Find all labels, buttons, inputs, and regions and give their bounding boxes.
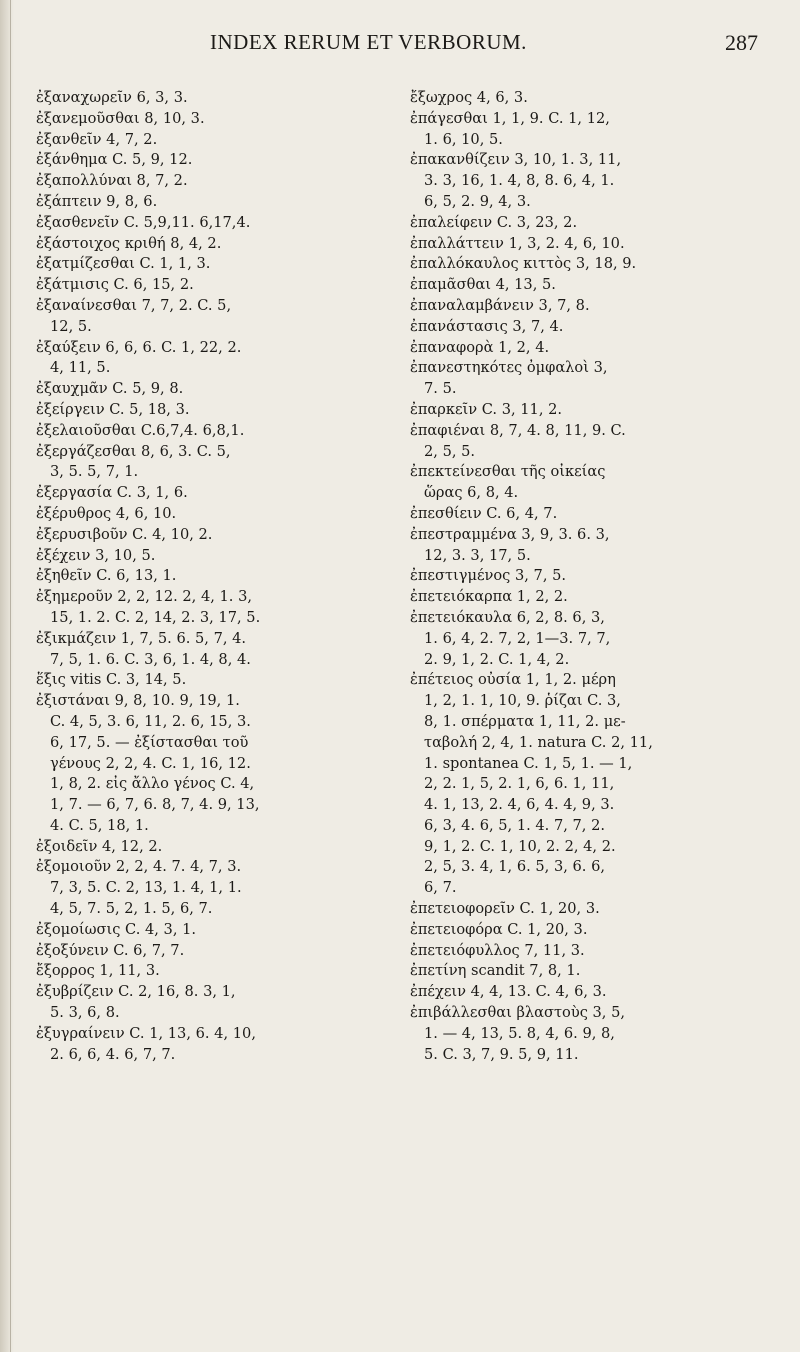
index-continuation-line: 15, 1. 2. C. 2, 14, 2. 3, 17, 5. [50,608,261,626]
index-entry-line: ἐξελαιοῦσθαι C.6,7,4. 6,8,1. [36,421,245,439]
index-entry-line: ἐξηθεῖν C. 6, 13, 1. [36,567,177,585]
index-entry-line: ἐξαυχμᾶν C. 5, 9, 8. [36,380,184,398]
index-entry-line: ἐξαύξειν 6, 6, 6. C. 1, 22, 2. [36,338,242,356]
index-entry-line: ἐπετειοφορεῖν C. 1, 20, 3. [410,900,600,918]
right-index-column [410,88,782,1065]
index-entry-line: ἐξημεροῦν 2, 2, 12. 2, 4, 1. 3, [36,588,252,606]
index-entry-line: ἐξάνθημα C. 5, 9, 12. [36,151,193,169]
index-entry-line: ἐπεστραμμένα 3, 9, 3. 6. 3, [410,525,610,543]
index-continuation-line: 2. 9, 1, 2. C. 1, 4, 2. [424,650,570,668]
index-continuation-line: 12, 5. [50,317,92,335]
index-entry-line: ἐξερυσιβοῦν C. 4, 10, 2. [36,525,213,543]
index-entry-line: ἐξανθεῖν 4, 7, 2. [36,130,158,148]
index-continuation-line: 6, 3, 4. 6, 5, 1. 4. 7, 7, 2. [424,816,605,834]
index-continuation-line: γένους 2, 2, 4. C. 1, 16, 12. [50,754,251,772]
page-header [210,30,770,64]
index-entry-line: ἐπανεστηκότες ὀμφαλοὶ 3, [410,359,608,377]
index-continuation-line: 2. 6, 6, 4. 6, 7, 7. [50,1045,176,1063]
index-continuation-line: 7, 3, 5. C. 2, 13, 1. 4, 1, 1. [50,879,242,897]
index-entry-line: ἐπακανθίζειν 3, 10, 1. 3, 11, [410,151,622,169]
index-continuation-line: 1, 8, 2. εἰς ἄλλο γένος C. 4, [50,775,255,793]
index-entry-line: ἐξαναίνεσθαι 7, 7, 2. C. 5, [36,296,232,314]
index-continuation-line: 2, 5, 3. 4, 1, 6. 5, 3, 6. 6, [424,858,605,876]
index-entry-line: ἐξομοιοῦν 2, 2, 4. 7. 4, 7, 3. [36,858,242,876]
index-entry-line: ἐξεργασία C. 3, 1, 6. [36,484,188,502]
index-continuation-line: ταβολή 2, 4, 1. natura C. 2, 11, [424,733,653,751]
index-entry-line: ἐπεστιγμένος 3, 7, 5. [410,567,567,585]
index-continuation-line: 1, 2, 1. 1, 10, 9. ῥίζαι C. 3, [424,692,621,710]
index-continuation-line: 7. 5. [424,380,457,398]
index-entry-line: ἐξαναχωρεῖν 6, 3, 3. [36,89,188,106]
running-head: INDEX RERUM ET VERBORUM. [210,30,527,54]
index-entry-line: ἐξυγραίνειν C. 1, 13, 6. 4, 10, [36,1024,256,1042]
index-continuation-line: C. 4, 5, 3. 6, 11, 2. 6, 15, 3. [50,712,251,730]
index-continuation-line: 1. — 4, 13, 5. 8, 4, 6. 9, 8, [424,1024,615,1042]
index-entry-line: ἐπαλλάττειν 1, 3, 2. 4, 6, 10. [410,234,625,252]
index-entry-line: ἐξατμίζεσθαι C. 1, 1, 3. [36,255,211,273]
index-entry-line: ἐπετειόκαρπα 1, 2, 2. [410,588,568,606]
index-entry-line: ἐπαλείφειν C. 3, 23, 2. [410,213,578,231]
index-continuation-line: 4, 11, 5. [50,359,111,377]
index-continuation-line: 5. C. 3, 7, 9. 5, 9, 11. [424,1045,579,1063]
index-continuation-line: 4, 5, 7. 5, 2, 1. 5, 6, 7. [50,900,213,918]
index-entry-line: ἐξοιδεῖν 4, 12, 2. [36,837,163,855]
left-index-column [36,88,404,1065]
index-entry-line: ἐξεργάζεσθαι 8, 6, 3. C. 5, [36,442,231,460]
index-continuation-line: 2, 5, 5. [424,442,476,460]
index-entry-line: ἐξαπολλύναι 8, 7, 2. [36,172,188,190]
index-entry-line: ἐπανάστασις 3, 7, 4. [410,317,564,335]
index-entry-line: ἐπεκτείνεσθαι τῆς οἰκείας [410,463,606,481]
index-continuation-line: 1, 7. — 6, 7, 6. 8, 7, 4. 9, 13, [50,796,260,814]
index-entry-line: ἐξικμάζειν 1, 7, 5. 6. 5, 7, 4. [36,629,247,647]
index-continuation-line: 4. C. 5, 18, 1. [50,816,149,834]
index-entry-line: ἐξιστάναι 9, 8, 10. 9, 19, 1. [36,692,240,710]
index-entry-line: ἕξις vitis C. 3, 14, 5. [36,671,187,689]
index-continuation-line: 2, 2. 1, 5, 2. 1, 6, 6. 1, 11, [424,775,615,793]
index-entry-line: ἐπαλλόκαυλος κιττὸς 3, 18, 9. [410,255,637,273]
index-entry-line: ἐξείργειν C. 5, 18, 3. [36,400,190,418]
index-entry-line: ἐξανεμοῦσθαι 8, 10, 3. [36,109,205,127]
index-continuation-line: 1. 6, 4, 2. 7, 2, 1—3. 7, 7, [424,629,611,647]
index-entry-line: ἐπετίνη scandit 7, 8, 1. [410,962,581,980]
page-number: 287 [725,30,758,55]
index-entry-line: ἐπαρκεῖν C. 3, 11, 2. [410,400,563,418]
index-continuation-line: 7, 5, 1. 6. C. 3, 6, 1. 4, 8, 4. [50,650,251,668]
index-entry-line: ἐπιβάλλεσθαι βλαστοὺς 3, 5, [410,1004,625,1022]
index-entry-line: ἐπαμᾶσθαι 4, 13, 5. [410,276,556,294]
index-continuation-line: 6, 7. [424,879,457,897]
index-entry-line: ἐξάστοιχος κριθή 8, 4, 2. [36,234,222,252]
index-entry-line: ἐπεσθίειν C. 6, 4, 7. [410,504,558,522]
index-continuation-line: 4. 1, 13, 2. 4, 6, 4. 4, 9, 3. [424,796,615,814]
index-entry-line: ἐξομοίωσις C. 4, 3, 1. [36,920,197,938]
index-entry-line: ἐξέχειν 3, 10, 5. [36,546,156,564]
index-continuation-line: ὥρας 6, 8, 4. [424,484,519,502]
index-continuation-line: 1. 6, 10, 5. [424,130,503,148]
index-continuation-line: 9, 1, 2. C. 1, 10, 2. 2, 4, 2. [424,837,616,855]
index-continuation-line: 5. 3, 6, 8. [50,1004,120,1022]
index-entry-line: ἐπέτειος οὐσία 1, 1, 2. μέρη [410,671,616,689]
index-continuation-line: 3, 5. 5, 7, 1. [50,463,139,481]
index-entry-line: ἐξάτμισις C. 6, 15, 2. [36,276,194,294]
gutter-line [10,0,11,1352]
index-continuation-line: 1. spontanea C. 1, 5, 1. — 1, [424,754,633,772]
index-entry-line: ἐπετειόκαυλα 6, 2, 8. 6, 3, [410,608,605,626]
index-entry-line: ἐπάγεσθαι 1, 1, 9. C. 1, 12, [410,109,610,127]
index-entry-line: ἔξορρος 1, 11, 3. [36,962,160,980]
index-entry-line: ἐπετειόφυλλος 7, 11, 3. [410,941,585,959]
index-entry-line: ἐπετειοφόρα C. 1, 20, 3. [410,920,588,938]
index-continuation-line: 6, 17, 5. — ἐξίστασθαι τοῦ [50,733,249,751]
index-entry-line: ἐξοξύνειν C. 6, 7, 7. [36,941,185,959]
index-entry-line: ἐπαναλαμβάνειν 3, 7, 8. [410,296,590,314]
index-entry-line: ἐξέρυθρος 4, 6, 10. [36,504,177,522]
index-entry-line: ἐξάπτειν 9, 8, 6. [36,192,158,210]
index-entry-line: ἐξασθενεῖν C. 5,9,11. 6,17,4. [36,213,251,231]
index-entry-line: ἐπαναφορὰ 1, 2, 4. [410,338,550,356]
index-entry-line: ἐπέχειν 4, 4, 13. C. 4, 6, 3. [410,983,607,1001]
index-continuation-line: 8, 1. σπέρματα 1, 11, 2. με- [424,712,626,730]
book-spine-shadow [0,0,14,1352]
index-continuation-line: 3. 3, 16, 1. 4, 8, 8. 6, 4, 1. [424,172,615,190]
index-continuation-line: 6, 5, 2. 9, 4, 3. [424,192,531,210]
index-entry-line: ἐπαφιέναι 8, 7, 4. 8, 11, 9. C. [410,421,626,439]
index-continuation-line: 12, 3. 3, 17, 5. [424,546,531,564]
index-entry-line: ἐξυβρίζειν C. 2, 16, 8. 3, 1, [36,983,236,1001]
index-entry-line: ἔξωχρος 4, 6, 3. [410,89,528,106]
